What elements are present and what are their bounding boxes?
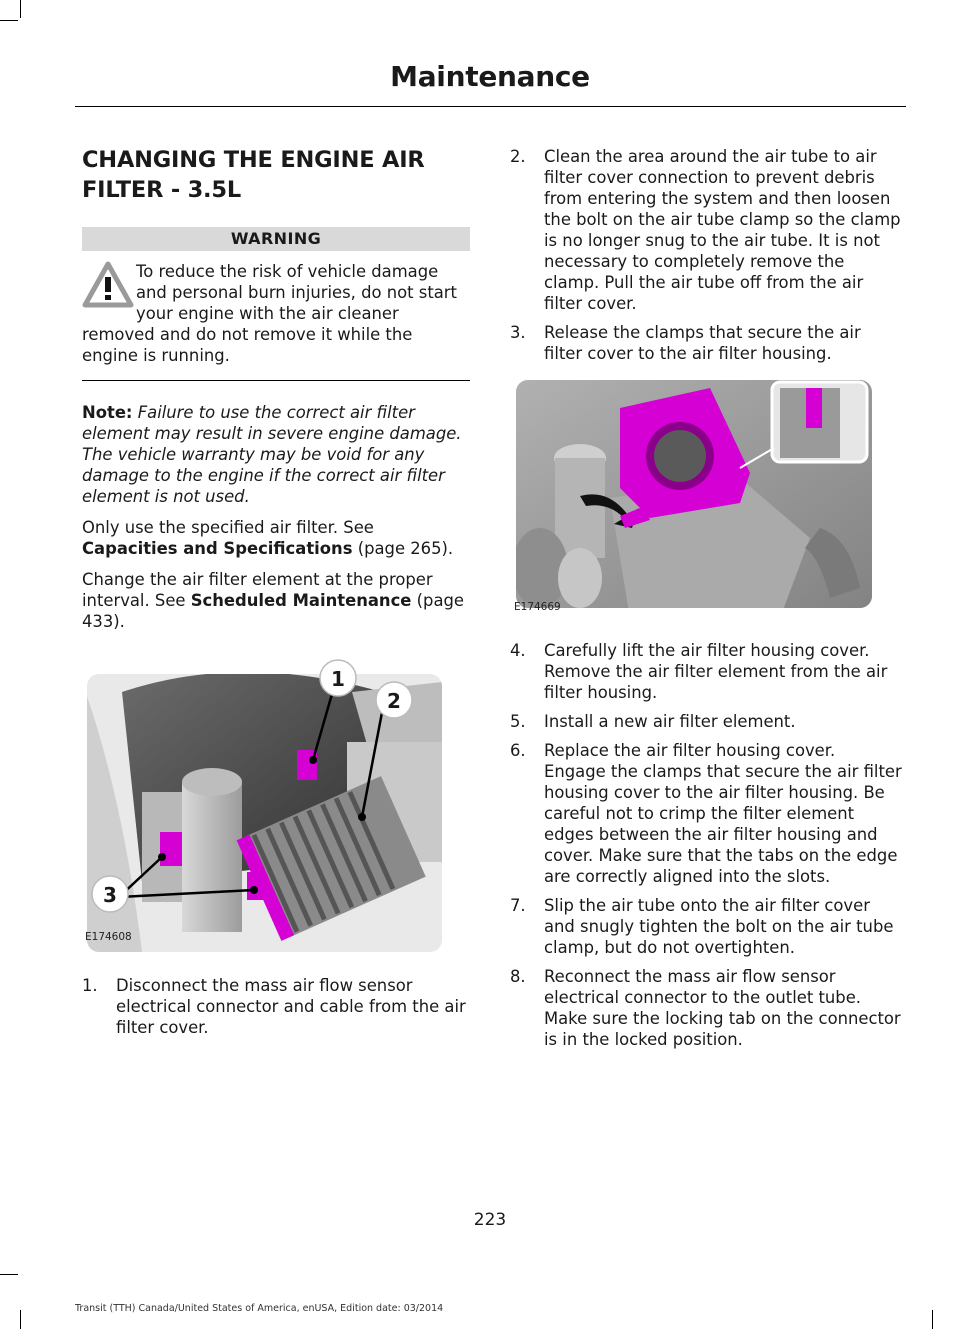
- right-column: [510, 146, 902, 1050]
- step-item: [510, 322, 902, 364]
- step-number: 3.: [510, 323, 526, 342]
- step-item: [510, 895, 902, 958]
- step-number: 8.: [510, 967, 526, 986]
- step-item: [510, 640, 902, 703]
- step-number: 5.: [510, 712, 526, 731]
- crop-mark: [20, 1310, 21, 1329]
- page-header-title: Maintenance: [390, 60, 590, 93]
- callout-label: 1: [331, 667, 345, 691]
- warning-triangle-icon: [82, 261, 134, 309]
- step-item: [510, 711, 902, 732]
- step-text: Carefully lift the air filter housing cover. Remove the air filter element from the air filter housing.: [544, 641, 888, 702]
- para-text: (page 433).: [82, 591, 464, 631]
- note-paragraph: [82, 402, 470, 507]
- crop-mark: [0, 1274, 18, 1275]
- steps-list-left: [82, 975, 470, 1038]
- edition-footer: Transit (TTH) Canada/United States of America, enUSA, Edition date: 03/2014: [75, 1303, 444, 1314]
- figure-id: E174608: [85, 931, 132, 943]
- warning-body: [82, 251, 470, 366]
- callout-label: 2: [387, 689, 401, 713]
- step-item: [510, 966, 902, 1050]
- crop-mark: [0, 20, 18, 21]
- crop-mark: [932, 1310, 933, 1329]
- para-text: Change the air filter element at the proper interval. See: [82, 570, 433, 610]
- capacities-link[interactable]: Capacities and Specifications: [82, 539, 353, 558]
- step-number: 4.: [510, 641, 526, 660]
- warning-divider: [82, 380, 470, 381]
- para-text: (page 265).: [352, 539, 454, 558]
- step-text: Clean the area around the air tube to air filter cover connection to prevent debris from entering the system and then loosen the bolt on the air tube clamp so the clamp is no longer snug to the air tube. It is not necessary to completely remove the clamp. Pull the air tube off from the air filter cover.: [544, 147, 901, 313]
- step-item: [510, 740, 902, 887]
- section-title: CHANGING THE ENGINE AIR FILTER - 3.5L: [82, 147, 425, 203]
- scheduled-maintenance-link[interactable]: Scheduled Maintenance: [190, 591, 412, 610]
- page-number: 223: [473, 1210, 507, 1230]
- para-text: Only use the specified air filter. See: [82, 518, 374, 537]
- steps-list-right-b: [510, 640, 902, 1050]
- filter-spec-paragraph: [82, 517, 470, 559]
- note-label: Note:: [82, 403, 133, 422]
- warning-box: [82, 227, 470, 381]
- step-text: Disconnect the mass air flow sensor electrical connector and cable from the air filter cover.: [116, 976, 466, 1037]
- figure-air-tube: [82, 652, 452, 952]
- step-number: 1.: [82, 976, 98, 995]
- figure-air-filter-housing: [510, 378, 880, 618]
- step-text: Slip the air tube onto the air filter cover and snugly tighten the bolt on the air tube clamp, but do not overtighten.: [544, 896, 894, 957]
- step-number: 6.: [510, 741, 526, 760]
- step-text: Install a new air filter element.: [544, 712, 796, 731]
- step-number: 2.: [510, 147, 526, 166]
- crop-mark: [20, 0, 21, 18]
- step-item: [82, 975, 470, 1038]
- step-item: [510, 146, 902, 314]
- steps-list-right-a: [510, 146, 902, 364]
- header-divider: [75, 106, 906, 107]
- figure-air-filter-housing-illustration: [510, 378, 880, 618]
- warning-heading: WARNING: [82, 227, 470, 251]
- callout-label: 3: [103, 883, 117, 907]
- step-text: Reconnect the mass air flow sensor electrical connector to the outlet tube. Make sure the locking tab on the connector is in the locked position.: [544, 967, 901, 1049]
- note-text: Failure to use the correct air filter element may result in severe engine damage. The vehicle warranty may be void for any damage to the engine if the correct air filter element is not used.: [82, 403, 462, 506]
- step-number: 7.: [510, 896, 526, 915]
- figure-id: E174669: [514, 601, 561, 613]
- left-column: [82, 145, 470, 1038]
- warning-text: To reduce the risk of vehicle damage and personal burn injuries, do not start your engine with the air cleaner removed and do not remove it while the engine is running.: [82, 262, 457, 365]
- step-text: Release the clamps that secure the air filter cover to the air filter housing.: [544, 323, 861, 363]
- step-text: Replace the air filter housing cover. Engage the clamps that secure the air filter housing cover to the air filter housing. Be careful not to crimp the filter element edges between the air filter housing and cover. Make sure that the tabs on the edge are correctly aligned into the slots.: [544, 741, 902, 886]
- interval-paragraph: [82, 569, 470, 632]
